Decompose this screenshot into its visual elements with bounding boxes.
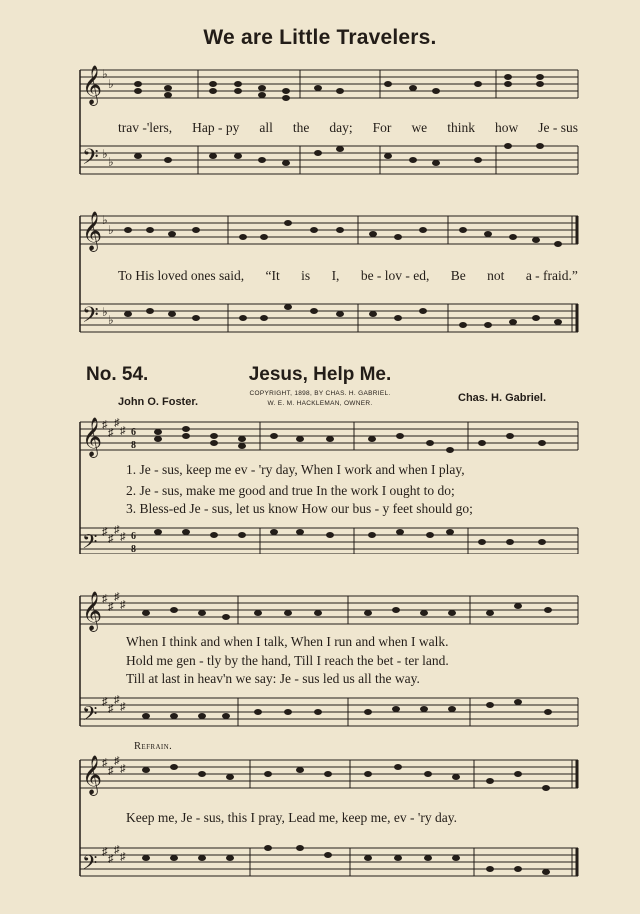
lyric-syllable: how bbox=[494, 120, 519, 135]
svg-text:𝄢: 𝄢 bbox=[82, 532, 98, 554]
svg-text:6: 6 bbox=[131, 427, 136, 438]
verse3-line-a: 3. Bless-ed Je - sus, let us know How our bus - y feet should go; bbox=[126, 501, 473, 516]
svg-text:8: 8 bbox=[131, 544, 136, 554]
svg-text:𝄢: 𝄢 bbox=[82, 303, 99, 332]
hymn1-lyric-line-1 bbox=[118, 120, 578, 136]
svg-text:𝄞: 𝄞 bbox=[82, 593, 103, 630]
lyric-syllable: “It bbox=[265, 268, 280, 283]
svg-text:♯: ♯ bbox=[120, 851, 126, 863]
svg-text:𝄞: 𝄞 bbox=[82, 419, 103, 456]
svg-text:𝄞: 𝄞 bbox=[82, 67, 103, 104]
copyright-line-2: W. E. M. HACKLEMAN, OWNER. bbox=[267, 400, 373, 407]
svg-text:♯: ♯ bbox=[108, 765, 114, 777]
lyric-syllable: Be bbox=[450, 268, 466, 283]
hymn1-lyric-line-2 bbox=[118, 268, 578, 284]
hymn-number: No. 54. bbox=[86, 364, 149, 385]
svg-text:𝄢: 𝄢 bbox=[82, 704, 98, 730]
svg-text:♯: ♯ bbox=[120, 531, 126, 543]
svg-text:♯: ♯ bbox=[120, 701, 126, 713]
lyric-syllable: think bbox=[447, 120, 475, 135]
svg-text:♯: ♯ bbox=[114, 417, 120, 429]
composer-credit: Chas. H. Gabriel. bbox=[458, 392, 547, 404]
svg-text:♭: ♭ bbox=[108, 155, 114, 169]
lyric-syllable: we bbox=[411, 120, 428, 135]
svg-text:♭: ♭ bbox=[102, 147, 108, 161]
lyric-syllable: a - fraid.” bbox=[525, 268, 578, 283]
copyright-line-1: COPYRIGHT, 1898, BY CHAS. H. GABRIEL. bbox=[249, 390, 391, 397]
svg-text:♯: ♯ bbox=[114, 844, 120, 856]
svg-text:6: 6 bbox=[131, 531, 136, 542]
verse2-line-b: Hold me gen - tly by the hand, Till I reach the bet - ter land. bbox=[126, 653, 449, 668]
svg-text:𝄞: 𝄞 bbox=[82, 757, 103, 794]
lyric-syllable: I, bbox=[331, 268, 340, 283]
svg-text:♯: ♯ bbox=[102, 757, 108, 769]
svg-text:𝄢: 𝄢 bbox=[82, 853, 98, 879]
lyric-syllable: For bbox=[372, 120, 392, 135]
svg-text:♯: ♯ bbox=[102, 526, 108, 538]
svg-text:♯: ♯ bbox=[102, 593, 108, 605]
svg-text:♭: ♭ bbox=[102, 213, 108, 227]
verse1-line-a: 1. Je - sus, keep me ev - 'ry day, When I work and when I play, bbox=[126, 462, 465, 477]
svg-text:𝄢: 𝄢 bbox=[82, 145, 99, 174]
svg-text:♯: ♯ bbox=[120, 425, 126, 437]
svg-text:♯: ♯ bbox=[114, 591, 120, 603]
svg-text:♯: ♯ bbox=[102, 696, 108, 708]
svg-text:♯: ♯ bbox=[102, 419, 108, 431]
refrain-label: Refrain. bbox=[134, 741, 173, 752]
lyric-syllable: To His loved ones said, bbox=[118, 268, 245, 283]
lyric-syllable: is bbox=[301, 268, 311, 283]
svg-text:♯: ♯ bbox=[120, 599, 126, 611]
svg-text:♭: ♭ bbox=[108, 223, 114, 237]
lyricist-credit: John O. Foster. bbox=[118, 396, 199, 408]
hymn1-title: We are Little Travelers. bbox=[203, 26, 437, 49]
refrain-line: Keep me, Je - sus, this I pray, Lead me, keep me, ev - 'ry day. bbox=[126, 810, 457, 825]
lyric-syllable: all bbox=[259, 120, 273, 135]
svg-text:♯: ♯ bbox=[114, 755, 120, 767]
lyric-syllable: Je - sus bbox=[538, 120, 578, 135]
verse3-line-b: Till at last in heav'n we say: Je - sus led us all the way. bbox=[126, 671, 420, 686]
svg-text:𝄞: 𝄞 bbox=[82, 213, 103, 250]
verse2-line-a: 2. Je - sus, make me good and true In the work I ought to do; bbox=[126, 483, 455, 498]
svg-text:8: 8 bbox=[131, 440, 136, 451]
lyric-syllable: be - lov - ed, bbox=[360, 268, 430, 283]
lyric-syllable: the bbox=[292, 120, 310, 135]
lyric-syllable: Hap - py bbox=[192, 120, 240, 135]
svg-text:♯: ♯ bbox=[108, 703, 114, 715]
svg-text:♭: ♭ bbox=[108, 77, 114, 91]
svg-text:♯: ♯ bbox=[114, 524, 120, 536]
verse1-line-b: When I think and when I talk, When I run and when I walk. bbox=[126, 634, 449, 649]
svg-text:♭: ♭ bbox=[102, 67, 108, 81]
hymn2-title: Jesus, Help Me. bbox=[248, 364, 392, 385]
svg-text:♯: ♯ bbox=[102, 846, 108, 858]
lyric-syllable: not bbox=[487, 268, 505, 283]
svg-text:♭: ♭ bbox=[108, 313, 114, 327]
svg-text:♯: ♯ bbox=[108, 427, 114, 439]
copyright-notice bbox=[210, 389, 430, 409]
lyric-syllable: trav -'lers, bbox=[118, 120, 173, 135]
svg-text:♯: ♯ bbox=[108, 853, 114, 865]
svg-text:♯: ♯ bbox=[108, 533, 114, 545]
svg-text:♯: ♯ bbox=[114, 694, 120, 706]
svg-text:♯: ♯ bbox=[120, 763, 126, 775]
lyric-syllable: day; bbox=[329, 120, 353, 135]
svg-text:♭: ♭ bbox=[102, 305, 108, 319]
svg-text:♯: ♯ bbox=[108, 601, 114, 613]
